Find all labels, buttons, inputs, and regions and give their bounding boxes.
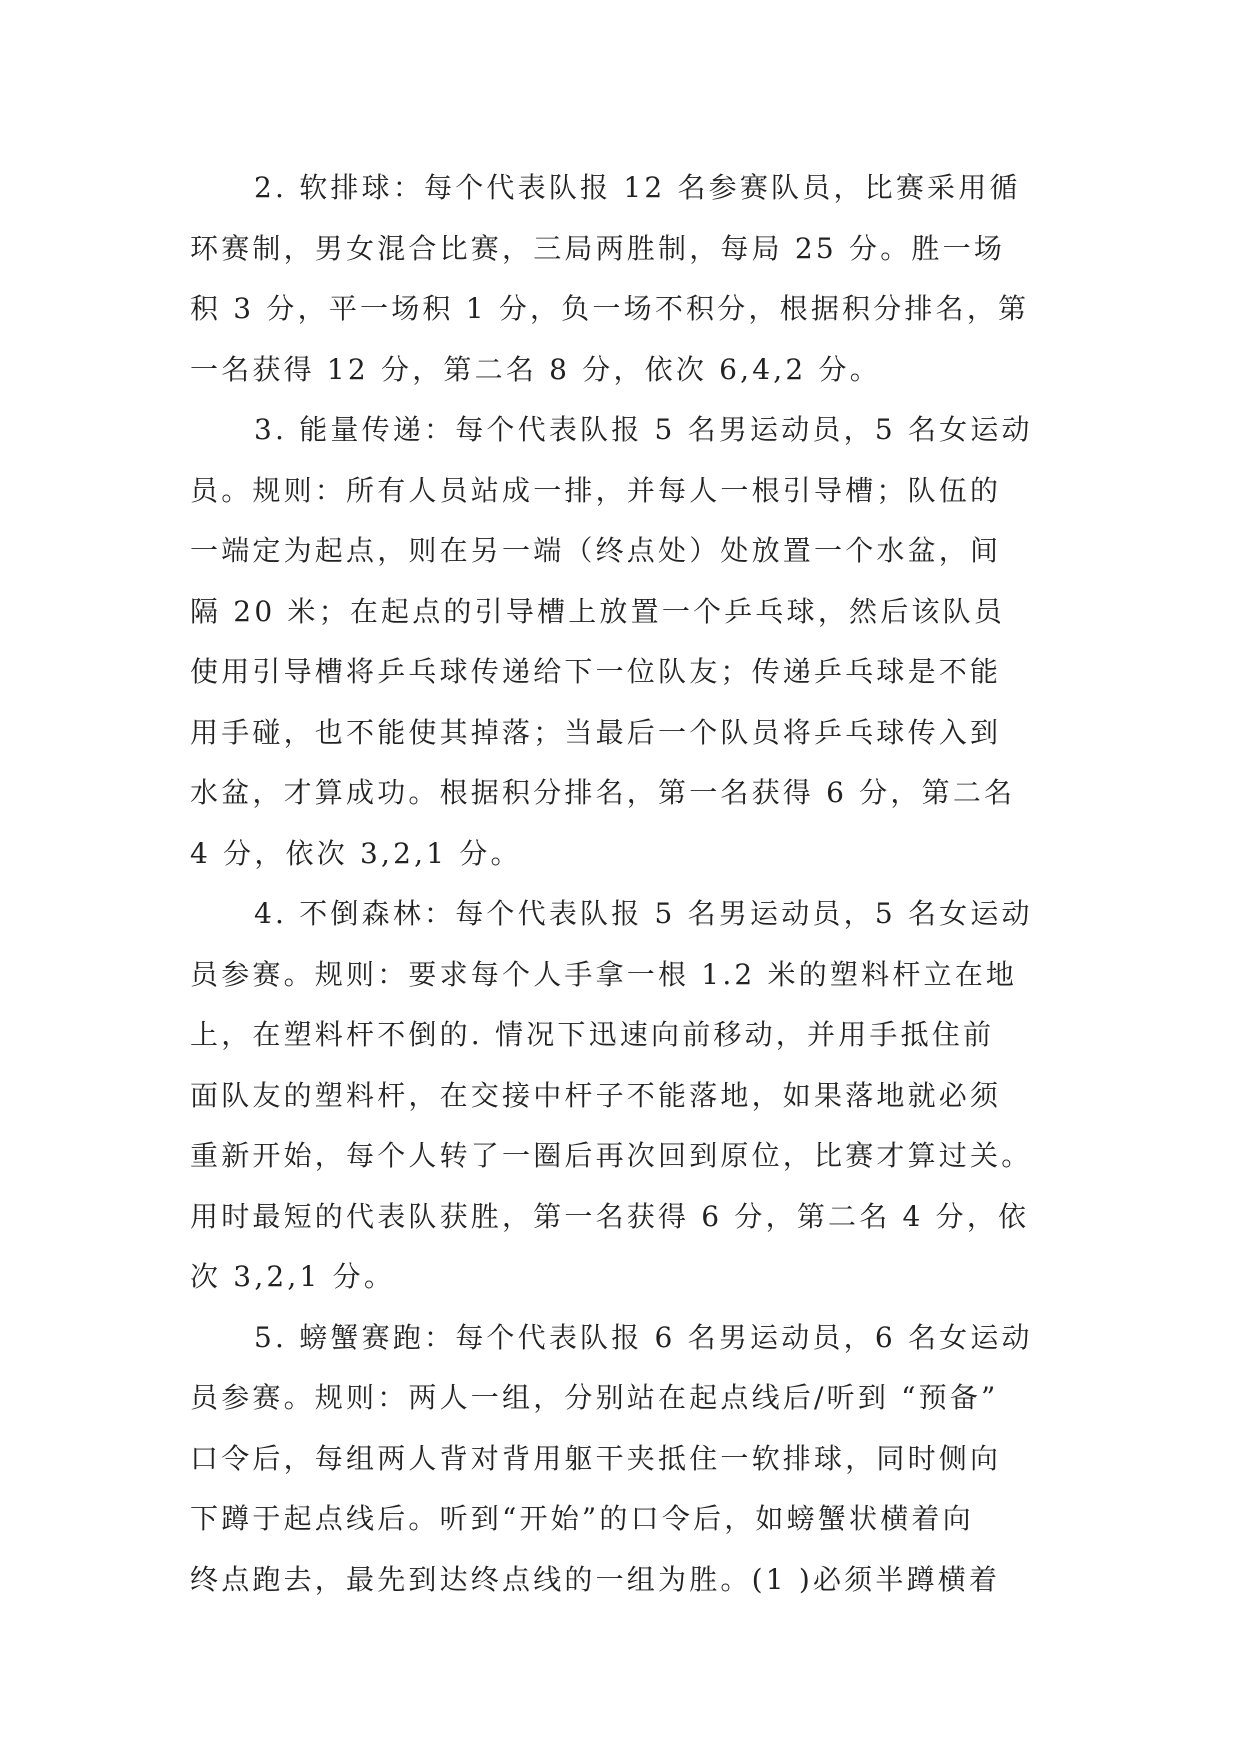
text-line: 口令后，每组两人背对背用躯干夹抵住一软排球，同时侧向 [190, 1441, 1002, 1475]
text-line: 4. 不倒森林：每个代表队报 5 名男运动员，5 名女运动 [254, 897, 1033, 930]
text-line: 终点跑去，最先到达终点线的一组为胜。(1 )必须半蹲横着 [190, 1562, 1001, 1596]
text-line: 用时最短的代表队获胜，第一名获得 6 分，第二名 4 分，依 [190, 1199, 1030, 1233]
text-line: 下蹲于起点线后。听到“开始”的口令后，如螃蟹状横着向 [190, 1502, 974, 1535]
text-line: 员参赛。规则：要求每个人手拿一根 1.2 米的塑料杆立在地 [190, 957, 1018, 991]
text-line: 水盆，才算成功。根据积分排名，第一名获得 6 分，第二名 [190, 776, 1016, 809]
text-line: 4 分，依次 3,2,1 分。 [190, 836, 522, 870]
text-line: 用手碰，也不能使其掉落；当最后一个队员将乒乓球传入到 [190, 715, 1002, 749]
text-line: 一端定为起点，则在另一端（终点处）处放置一个水盆，间 [190, 534, 1002, 567]
text-line: 次 3,2,1 分。 [190, 1260, 396, 1293]
text-line: 重新开始，每个人转了一圈后再次回到原位，比赛才算过关。 [190, 1139, 1033, 1172]
text-line: 员参赛。规则：两人一组，分别站在起点线后/听到 “预备” [190, 1381, 999, 1414]
text-line: 2. 软排球：每个代表队报 12 名参赛队员，比赛采用循 [254, 171, 1021, 204]
text-line: 员。规则：所有人员站成一排，并每人一根引导槽；队伍的 [190, 473, 1002, 507]
text-line: 5. 螃蟹赛跑：每个代表队报 6 名男运动员，6 名女运动 [254, 1320, 1033, 1354]
text-line: 积 3 分，平一场积 1 分，负一场不积分，根据积分排名，第 [190, 292, 1030, 325]
paragraph-standing-forest [190, 884, 1050, 1308]
text-line: 隔 20 米；在起点的引导槽上放置一个乒乓球，然后该队员 [190, 594, 1006, 628]
text-line: 3. 能量传递：每个代表队报 5 名男运动员，5 名女运动 [254, 413, 1033, 446]
paragraph-crab-race [190, 1308, 1050, 1611]
text-line: 使用引导槽将乒乓球传递给下一位队友；传递乒乓球是不能 [190, 655, 1002, 688]
paragraph-energy-relay [190, 400, 1050, 884]
text-line: 面队友的塑料杆，在交接中杆子不能落地，如果落地就必须 [190, 1078, 1002, 1112]
document-body [190, 158, 1050, 1610]
paragraph-soft-volleyball [190, 158, 1050, 400]
text-line: 一名获得 12 分，第二名 8 分，依次 6,4,2 分。 [190, 352, 881, 386]
text-line: 环赛制，男女混合比赛，三局两胜制，每局 25 分。胜一场 [190, 231, 1006, 265]
text-line: 上，在塑料杆不倒的. 情况下迅速向前移动，并用手抵住前 [190, 1018, 995, 1051]
